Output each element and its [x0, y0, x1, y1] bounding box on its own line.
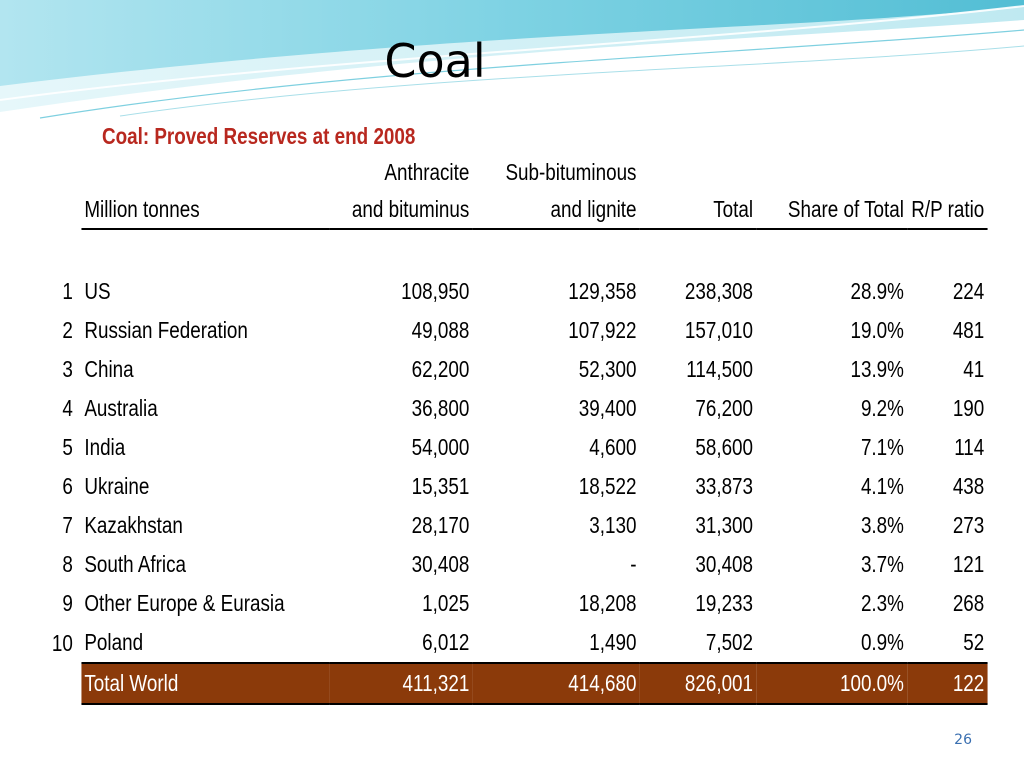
rp-ratio-cell: 481 — [952, 317, 985, 343]
reserves-table — [38, 154, 988, 705]
share-cell: 7.1% — [860, 434, 904, 460]
country-cell: Australia — [84, 395, 158, 421]
rp-ratio-cell: 224 — [952, 278, 985, 304]
total-share-cell: 100.0% — [756, 663, 907, 704]
country-cell: South Africa — [84, 551, 187, 577]
rank-cell: 9 — [62, 590, 73, 616]
total-world-row — [38, 663, 988, 704]
total-cell: 30,408 — [695, 551, 754, 577]
header-rank — [38, 154, 81, 190]
total-country-cell: Total World — [81, 663, 329, 704]
rank-cell: 5 — [62, 434, 73, 460]
rank-cell: 7 — [62, 512, 73, 538]
country-cell: Ukraine — [84, 473, 150, 499]
reserves-table-container — [38, 118, 985, 705]
rp-ratio-cell: 121 — [952, 551, 985, 577]
header-share: Share of Total — [756, 190, 907, 229]
share-cell: 2.3% — [860, 590, 904, 616]
subbituminous-cell: 107,922 — [568, 317, 637, 343]
total-cell: 76,200 — [695, 395, 754, 421]
total-cell: 31,300 — [695, 512, 754, 538]
share-cell: 0.9% — [860, 629, 904, 655]
page-number: 26 — [954, 732, 972, 748]
anthracite-cell: 6,012 — [422, 629, 470, 655]
rank-cell: 2 — [62, 317, 73, 343]
header-share-top — [756, 154, 907, 190]
table-row — [38, 350, 988, 389]
rank-cell: 4 — [62, 395, 73, 421]
table-row — [38, 584, 988, 623]
header-subbituminous-line2: and lignite — [473, 190, 640, 229]
header-row-1 — [38, 154, 988, 190]
table-row — [38, 545, 988, 584]
share-cell: 19.0% — [850, 317, 904, 343]
subbituminous-cell: 129,358 — [568, 278, 637, 304]
share-cell: 28.9% — [850, 278, 904, 304]
share-cell: 13.9% — [850, 356, 904, 382]
country-cell: Other Europe & Eurasia — [84, 590, 285, 616]
slide-title: Coal — [384, 34, 486, 88]
rp-ratio-cell: 52 — [963, 629, 985, 655]
subbituminous-cell: 3,130 — [589, 512, 637, 538]
subbituminous-cell: 1,490 — [589, 629, 637, 655]
header-row-2 — [38, 190, 988, 229]
header-anthracite-line1: Anthracite — [384, 159, 470, 185]
total-cell: 7,502 — [705, 629, 754, 655]
subbituminous-cell: 18,208 — [578, 590, 637, 616]
rank-cell: 8 — [62, 551, 73, 577]
rp-ratio-cell: 268 — [952, 590, 985, 616]
header-rp-top — [907, 154, 987, 190]
total-cell: 58,600 — [695, 434, 754, 460]
anthracite-cell: 30,408 — [411, 551, 470, 577]
anthracite-cell: 1,025 — [422, 590, 470, 616]
rank-cell: 10 — [51, 629, 73, 656]
header-total-top — [640, 154, 757, 190]
anthracite-cell: 15,351 — [411, 473, 470, 499]
country-cell: US — [84, 278, 111, 304]
header-total: Total — [640, 190, 757, 229]
rank-cell-empty — [38, 663, 81, 704]
spacer-row — [38, 229, 988, 272]
anthracite-cell: 62,200 — [411, 356, 470, 382]
total-cell: 114,500 — [686, 356, 754, 382]
total-cell: 157,010 — [684, 317, 754, 343]
anthracite-cell: 36,800 — [411, 395, 470, 421]
table-caption: Coal: Proved Reserves at end 2008 — [101, 123, 416, 149]
rp-ratio-cell: 273 — [952, 512, 985, 538]
table-row — [38, 389, 988, 428]
rp-ratio-cell: 438 — [952, 473, 985, 499]
share-cell: 3.8% — [860, 512, 904, 538]
share-cell: 4.1% — [860, 473, 904, 499]
rp-ratio-cell: 114 — [954, 434, 985, 460]
anthracite-cell: 49,088 — [411, 317, 470, 343]
header-rp-ratio: R/P ratio — [907, 190, 987, 229]
total-cell: 19,233 — [695, 590, 754, 616]
header-units-top — [81, 154, 329, 190]
rank-cell: 6 — [62, 473, 73, 499]
total-anthracite-cell: 411,321 — [329, 663, 473, 704]
table-row — [38, 506, 988, 545]
subbituminous-cell: 52,300 — [578, 356, 637, 382]
table-row — [38, 623, 988, 663]
share-cell: 3.7% — [860, 551, 904, 577]
subbituminous-cell: 39,400 — [578, 395, 637, 421]
header-rank-bottom — [38, 190, 81, 229]
anthracite-cell: 54,000 — [411, 434, 470, 460]
table-row — [38, 272, 988, 311]
rp-ratio-cell: 41 — [963, 356, 985, 382]
country-cell: India — [84, 434, 126, 460]
total-subbituminous-cell: 414,680 — [473, 663, 640, 704]
rp-ratio-cell: 190 — [952, 395, 985, 421]
subbituminous-cell: 4,600 — [589, 434, 637, 460]
table-row — [38, 311, 988, 350]
anthracite-cell: 108,950 — [401, 278, 470, 304]
rank-cell: 3 — [62, 356, 73, 382]
anthracite-cell: 28,170 — [411, 512, 470, 538]
header-subbituminous-line1: Sub-bituminous — [505, 159, 637, 185]
table-row — [38, 428, 988, 467]
total-cell: 238,308 — [684, 278, 754, 304]
spacer-cell — [38, 229, 988, 272]
country-cell: Kazakhstan — [84, 512, 183, 538]
header-units: Million tonnes — [81, 190, 329, 229]
total-cell: 33,873 — [695, 473, 754, 499]
rank-cell: 1 — [62, 278, 73, 304]
country-cell: Poland — [84, 629, 144, 655]
header-anthracite-line2: and bituminus — [329, 190, 473, 229]
share-cell: 9.2% — [860, 395, 904, 421]
subbituminous-cell: - — [630, 551, 637, 577]
subbituminous-cell: 18,522 — [578, 473, 637, 499]
country-cell: China — [84, 356, 134, 382]
country-cell: Russian Federation — [84, 317, 248, 343]
total-total-cell: 826,001 — [640, 663, 757, 704]
total-rp-ratio-cell: 122 — [907, 663, 987, 704]
table-row — [38, 467, 988, 506]
